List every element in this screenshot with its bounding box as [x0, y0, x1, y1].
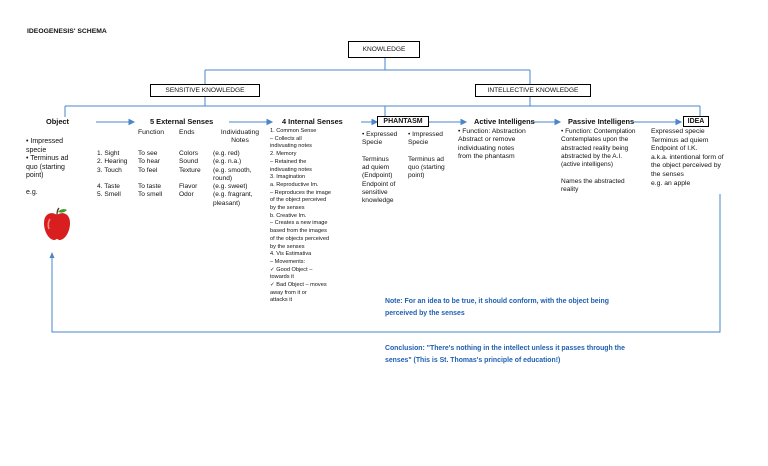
phantasm-expressed-text: • Expressed Specie Terminus ad quiem (Endpoint) Endpoint of sensitive knowledge — [362, 131, 398, 205]
idea-text: Expressed specie Terminus ad quiem Endpoint of I.K. a.k.a. intentional form of the object perceived by the senses e.g. an apple — [651, 128, 724, 187]
external-notes-list: (e.g. red) (e.g. n.a.) (e.g. smooth, round) (e.g. sweet) (e.g. fragrant, pleasant) — [213, 150, 253, 207]
passive-intelligens-text: • Function: Contemplation Contemplates upon the abstracted reality being abstracted by the A.I. (active intelligens) Names the abstracted reality — [561, 128, 636, 194]
phantasm-box — [377, 116, 429, 127]
object-bullets: • Impressed specie • Terminus ad quo (starting point) — [26, 138, 69, 180]
sensitive-knowledge-label: SENSITIVE KNOWLEDGE — [165, 87, 245, 94]
phantasm-label: PHANTASM — [383, 118, 423, 125]
page-title: IDEOGENESIS' SCHEMA — [27, 28, 107, 35]
external-ends-list: Colors Sound Texture Flavor Odor — [179, 150, 201, 199]
apple-icon — [42, 207, 72, 241]
knowledge-label: KNOWLEDGE — [362, 46, 406, 53]
knowledge-box — [348, 41, 420, 58]
passive-intelligens-header: Passive Intelligens — [568, 117, 635, 126]
external-col-function: Function — [138, 129, 165, 136]
external-senses-list: 1. Sight 2. Hearing 3. Touch 4. Taste 5. Smell — [97, 150, 128, 199]
intellective-knowledge-box — [475, 84, 591, 97]
idea-label: IDEA — [687, 118, 705, 125]
idea-box — [683, 116, 709, 127]
object-eg: e.g. — [26, 189, 38, 196]
external-senses-header: 5 External Senses — [150, 117, 214, 126]
phantasm-impressed-text: • Impressed Specie Terminus ad quo (starting point) — [408, 131, 445, 180]
active-intelligens-text: • Function: Abstraction Abstract or remove individuating notes from the phantasm — [458, 128, 526, 161]
active-intelligens-header: Active Intelligens — [474, 117, 535, 126]
intellective-knowledge-label: INTELLECTIVE KNOWLEDGE — [487, 87, 579, 94]
object-header: Object — [46, 117, 69, 126]
external-col-ends: Ends — [179, 129, 195, 136]
internal-senses-header: 4 Internal Senses — [282, 117, 343, 126]
feedback-arrowhead — [50, 252, 55, 258]
note-text: Note: For an idea to be true, it should conform, with the object being perceived by the senses — [385, 298, 609, 317]
external-functions-list: To see To hear To feel To taste To smell — [138, 150, 163, 199]
conclusion-text: Conclusion: "There's nothing in the intellect unless it passes through the senses" (This is St. Thomas's principle of education!) — [385, 345, 625, 364]
external-col-notes: Individuating Notes — [220, 129, 260, 145]
internal-senses-text: 1. Common Sense – Collects all indivuating notes 2. Memory – Retained the indivuating notes 3. Imagination a. Reproductive Im. – Reproduces the image of the object perceived by the senses b. Creative Im. – Creates a new image based from the images of the objects perceived by the senses 4. Vis Estimativa – Movements: ✓ Good Object – towards it ✓ Bad Object – moves away from it or attacks it — [270, 128, 331, 304]
sensitive-knowledge-box — [150, 84, 260, 97]
